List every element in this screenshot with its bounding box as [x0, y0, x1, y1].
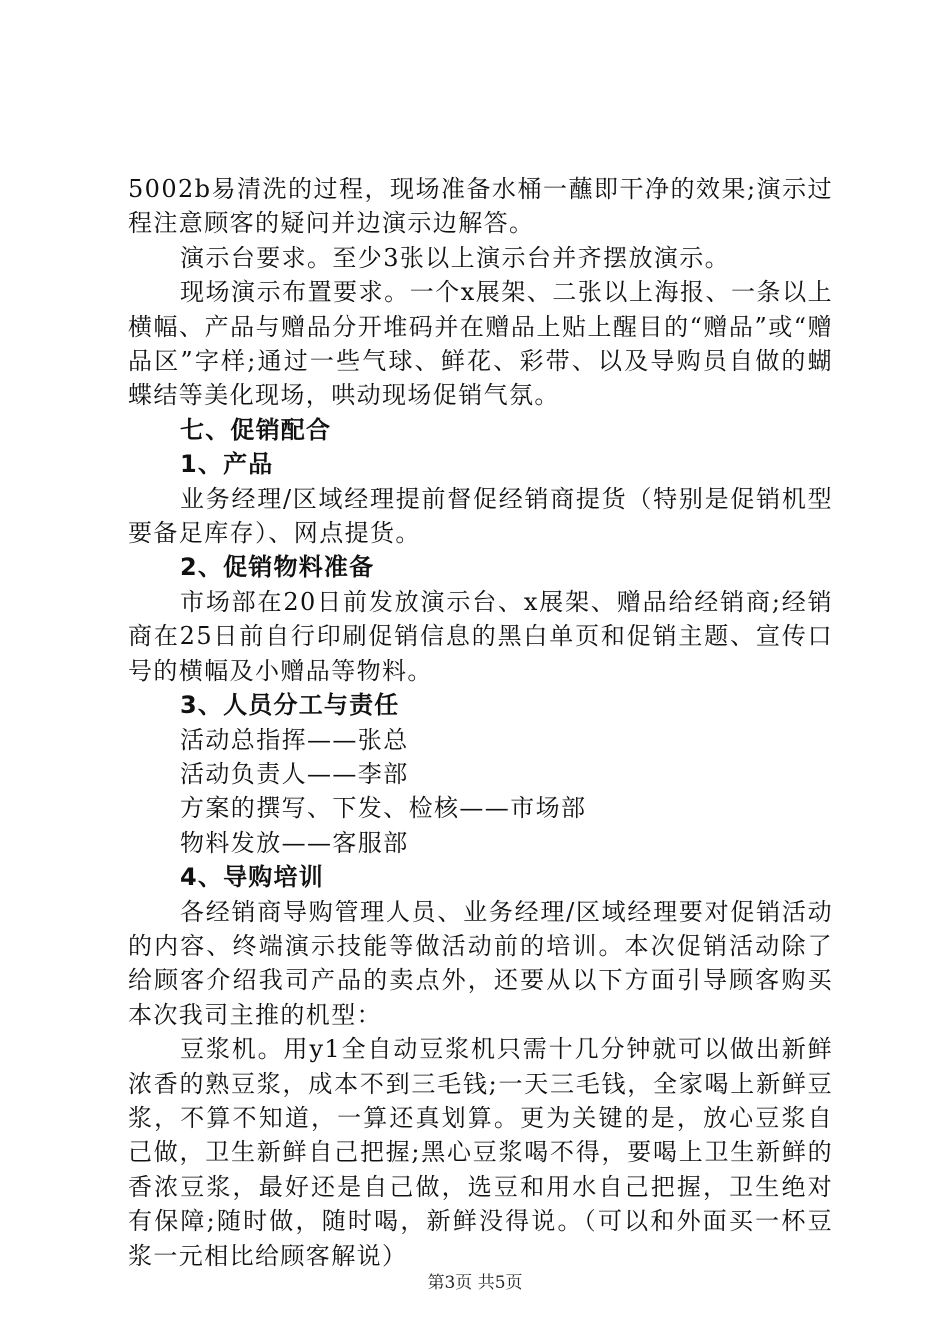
- subheading-product: 1、产品: [180, 450, 274, 479]
- document-body: [128, 172, 833, 1273]
- subheading-training: 4、导购培训: [180, 863, 324, 892]
- paragraph-product: 业务经理/区域经理提前督促经销商提货（特别是促销机型要备足库存）、网点提货。: [128, 484, 833, 548]
- staff-line-materials: 物料发放——客服部: [180, 828, 409, 857]
- staff-line-owner: 活动负责人——李部: [180, 759, 409, 788]
- subheading-staffing: 3、人员分工与责任: [180, 691, 400, 720]
- paragraph-materials: 市场部在20日前发放演示台、x展架、赠品给经销商;经销商在25日前自行印刷促销信息的黑白单页和促销主题、宣传口号的横幅及小赠品等物料。: [128, 587, 833, 685]
- paragraph-training: 各经销商导购管理人员、业务经理/区域经理要对促销活动的内容、终端演示技能等做活动前的培训。本次促销活动除了给顾客介绍我司产品的卖点外，还要从以下方面引导顾客购买本次我司主推的机型：: [128, 897, 833, 1029]
- subheading-materials: 2、促销物料准备: [180, 553, 375, 582]
- paragraph-site-layout: 现场演示布置要求。一个x展架、二张以上海报、一条以上横幅、产品与赠品分开堆码并在赠品上贴上醒目的“赠品”或“赠品区”字样;通过一些气球、鲜花、彩带、以及导购员自做的蝴蝶结等美化现场，哄动现场促销气氛。: [128, 278, 833, 410]
- paragraph-demo-table: 演示台要求。至少3张以上演示台并齐摆放演示。: [180, 243, 731, 272]
- paragraph-soymilk-maker: 豆浆机。用y1全自动豆浆机只需十几分钟就可以做出新鲜浓香的熟豆浆，成本不到三毛钱;一天三毛钱，全家喝上新鲜豆浆，不算不知道，一算还真划算。更为关键的是，放心豆浆自己做，卫生新鲜自己把握;黑心豆浆喝不得，要喝上卫生新鲜的香浓豆浆，最好还是自己做，选豆和用水自己把握，卫生绝对有保障;随时做，随时喝，新鲜没得说。（可以和外面买一杯豆浆一元相比给顾客解说）: [128, 1035, 833, 1270]
- paragraph-cleaning-demo: 5002b易清洗的过程，现场准备水桶一蘸即干净的效果;演示过程注意顾客的疑问并边演示边解答。: [128, 175, 833, 238]
- section-heading-promotion-support: 七、促销配合: [180, 415, 332, 444]
- staff-line-plan: 方案的撰写、下发、检核——市场部: [180, 794, 587, 823]
- staff-line-commander: 活动总指挥——张总: [180, 725, 409, 754]
- page-footer: 第3页 共5页: [427, 1273, 523, 1293]
